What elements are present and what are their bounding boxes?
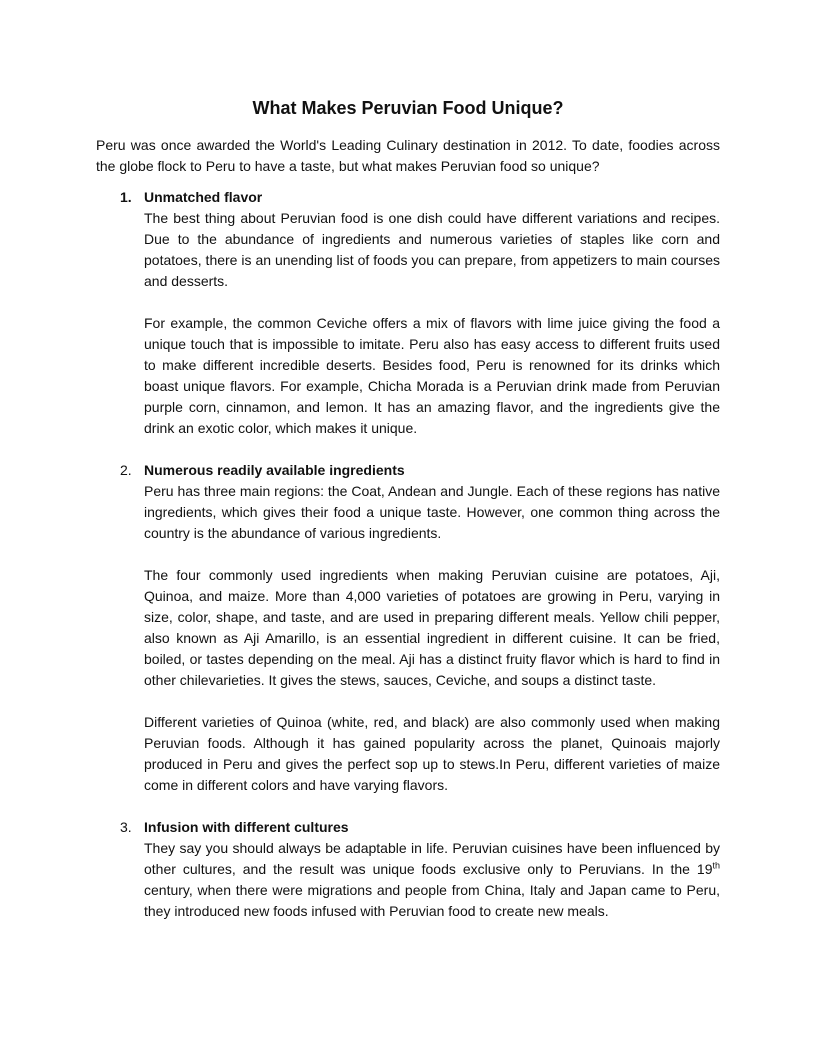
list-item-paragraph: The best thing about Peruvian food is one dish could have different variations and recipes. Due to the abundance of ingredients and numerous varieties of staples like corn and potatoes, there is an unending list of foods you can prepare, from appetizers to main courses and desserts. — [144, 210, 720, 289]
ordinal-superscript: th — [712, 860, 720, 871]
list-item-paragraph: Different varieties of Quinoa (white, red, and black) are also commonly used when making Peruvian foods. Although it has gained popularity across the planet, Quinoais majorly produced in Peru and gives the perfect sop up to stews.In Peru, different varieties of maize come in different colors and have varying flavors. — [144, 714, 720, 793]
list-item-paragraph: The four commonly used ingredients when making Peruvian cuisine are potatoes, Aji, Quinoa, and maize. More than 4,000 varieties of potatoes are growing in Peru, varying in size, color, shape, and taste, and are used in preparing different meals. Yellow chili pepper, also known as Aji Amarillo, is an essential ingredient in different cuisine. It can be fried, boiled, or tastes depending on the meal. Aji has a distinct fruity flavor which is hard to find in other chilevarieties. It gives the stews, sauces, Ceviche, and soups a distinct taste. — [144, 567, 720, 688]
list-item-heading: Unmatched flavor — [144, 189, 263, 205]
list-item-number: 2. — [120, 462, 132, 478]
list-item-heading: Infusion with different cultures — [144, 819, 349, 835]
paragraph-text-start: They say you should always be adaptable in life. Peruvian cuisines have been influenced by other cultures, and the result was unique foods exclusive only to Peruvians. In the 19 — [144, 840, 720, 877]
list-item — [96, 460, 720, 796]
list-item-paragraph: Peru has three main regions: the Coat, Andean and Jungle. Each of these regions has native ingredients, which gives their food a unique taste. However, one common thing across the country is the abundance of various ingredients. — [144, 483, 720, 541]
list-item-paragraph: For example, the common Ceviche offers a mix of flavors with lime juice giving the food a unique touch that is impossible to imitate. Peru also has easy access to different fruits used to make different incredible deserts. Besides food, Peru is renowned for its drinks which boast unique flavors. For example, Chicha Morada is a Peruvian drink made from Peruvian purple corn, cinnamon, and lemon. It has an amazing flavor, and the ingredients give the drink an exotic color, which makes it unique. — [144, 315, 720, 436]
intro-paragraph: Peru was once awarded the World's Leading Culinary destination in 2012. To date, foodies across the globe flock to Peru to have a taste, but what makes Peruvian food so unique? — [96, 137, 720, 174]
list-item-number: 3. — [120, 819, 132, 835]
document-title: What Makes Peruvian Food Unique? — [252, 98, 564, 118]
paragraph-text-end: century, when there were migrations and people from China, Italy and Japan came to Peru, they introduced new foods infused with Peruvian food to create new meals. — [144, 882, 720, 919]
list-item — [96, 187, 720, 439]
list-item-number: 1. — [120, 189, 132, 205]
list-item-paragraph — [144, 838, 720, 922]
list-item — [96, 817, 720, 922]
reasons-list — [96, 187, 720, 943]
list-item-heading: Numerous readily available ingredients — [144, 462, 405, 478]
